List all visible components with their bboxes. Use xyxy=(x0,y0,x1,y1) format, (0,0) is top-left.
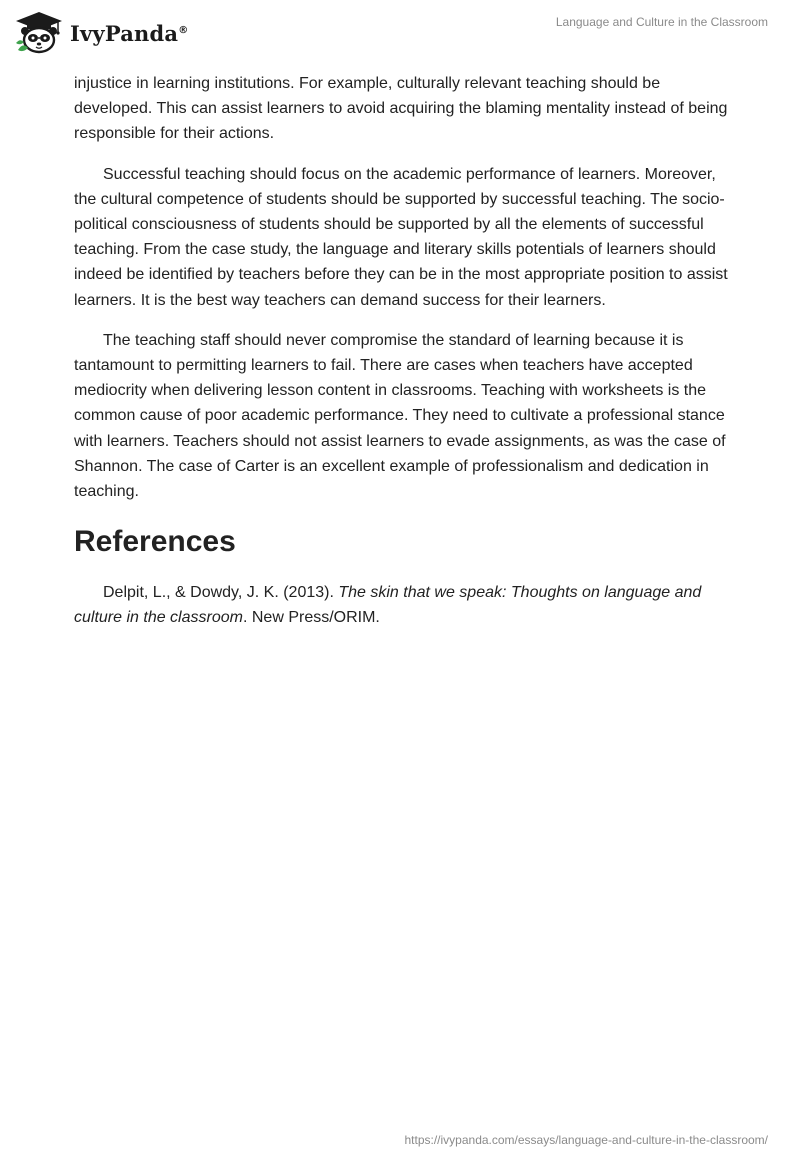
reference-authors: Delpit, L., & Dowdy, J. K. (2013). xyxy=(103,584,339,602)
paragraph: The teaching staff should never compromise the standard of learning because it is tantamount to permitting learners to fail. There are cases when teachers have accepted mediocrity when delivering lesson content in classrooms. Teaching with worksheets is the common cause of poor academic performance. They need to cultivate a professional stance with learners. Teachers should not assist learners to evade assignments, as was the case of Shannon. The case of Carter is an excellent example of professionalism and dedication in teaching. xyxy=(74,331,726,501)
reference-entry xyxy=(74,580,728,630)
brand-name: IvyPanda® xyxy=(70,20,189,46)
page-header xyxy=(0,0,800,70)
paragraph: Successful teaching should focus on the academic performance of learners. Moreover, the cultural competence of students should be supported by successful teaching. The socio-political consciousness of students should be supported by all the elements of successful teaching. From the case study, the language and literary skills potentials of learners should indeed be identified by teachers before they can be in the most appropriate position to assist learners. It is the best way teachers can demand success for their learners. xyxy=(74,165,728,309)
reference-title: The skin that we speak: Thoughts on language and culture in the classroom xyxy=(74,584,702,627)
ivypanda-logo[interactable] xyxy=(14,10,188,54)
references-heading: References xyxy=(74,525,236,559)
reference-publisher: . New Press/ORIM. xyxy=(242,609,380,627)
panda-graduate-icon xyxy=(14,10,64,54)
essay-content xyxy=(74,71,728,631)
document-title: Language and Culture in the Classroom xyxy=(555,15,768,29)
source-url[interactable]: https://ivypanda.com/essays/language-and-culture-in-the-classroom/ xyxy=(404,1133,768,1147)
paragraph-continued: injustice in learning institutions. For example, culturally relevant teaching should be developed. This can assist learners to avoid acquiring the blaming mentality instead of being responsible for their actions. xyxy=(74,75,728,143)
